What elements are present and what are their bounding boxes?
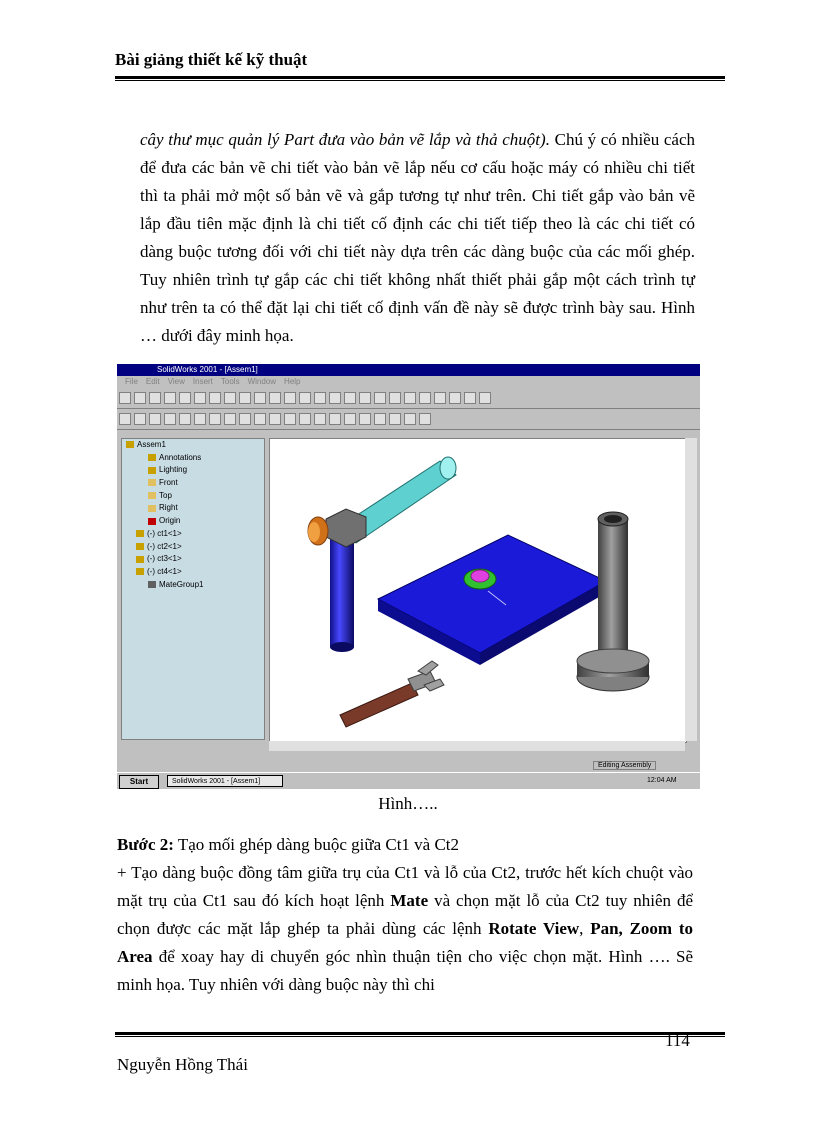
tree-item: (-) ct4<1> [122,566,264,579]
paragraph-italic: cây thư mục quản lý Part đưa vào bản vẽ lắp và thả chuột). [140,130,550,149]
figure-caption: Hình….. [378,794,438,813]
assembly-3d-view [270,439,686,742]
solidworks-screenshot [117,364,700,789]
toolbar-assembly [117,409,700,430]
header-rule-thin [115,80,725,81]
windows-taskbar [117,772,700,789]
tree-item: Front [122,477,264,490]
tree-item: (-) ct2<1> [122,541,264,554]
window-titlebar [117,364,700,376]
body-paragraph [140,126,695,350]
window-title: SolidWorks 2001 - [Assem1] [157,365,258,374]
tree-item: (-) ct3<1> [122,553,264,566]
menu-item[interactable]: Help [284,377,301,386]
step-title-rest: Tạo mối ghép dàng buộc giữa Ct1 và Ct2 [173,835,460,854]
footer-rule [115,1032,725,1035]
step-heading [117,831,693,859]
menu-item[interactable]: Tools [220,377,240,386]
menu-item[interactable]: Insert [192,377,213,386]
viewport-horizontal-scrollbar[interactable] [269,741,685,751]
footer-author: Nguyễn Hồng Thái [117,1055,248,1074]
tree-item: Right [122,502,264,515]
toolbar-standard [117,388,700,409]
tree-item: Lighting [122,464,264,477]
graphics-viewport [269,438,687,743]
tree-item: Top [122,490,264,503]
paragraph-text: Chú ý có nhiều cách để đưa các bản vẽ chi tiết vào bản vẽ lắp nếu cơ cấu hoặc máy có nhiều chi tiết thì ta phải mở một số bản vẽ và gắp tương tự như trên. Chi tiết gắp vào bản vẽ lắp đầu tiên mặc định là chi tiết cố định các chi tiết tiếp theo là các chi tiết có dàng buộc tương đối với chi tiết này dựa trên các dàng buộc của các mối ghép. Tuy nhiên trình tự gắp các chi tiết không nhất thiết phải gắp một cách trình tự như trên ta có thể đặt lại chi tiết cố định vấn đề này sẽ được trình bày sau. Hình … dưới đây minh họa. [140,130,695,345]
page-number: 114 [665,1031,690,1050]
menu-item[interactable]: View [167,377,185,386]
taskbar-clock: 12:04 AM [647,777,677,784]
menu-item[interactable]: Edit [145,377,160,386]
menu-item[interactable]: File [125,377,138,386]
status-text: Editing Assembly [593,761,656,770]
taskbar-app-button[interactable]: SolidWorks 2001 - [Assem1] [167,775,283,787]
feature-manager-tabs [121,740,263,754]
step-title: Bước 2: [117,835,174,854]
tree-item: MateGroup1 [122,579,264,592]
start-button[interactable]: Start [119,775,159,789]
tree-item: (-) ct1<1> [122,528,264,541]
feature-manager-tree [121,438,265,740]
page-header-title: Bài giảng thiết kế kỹ thuật [115,50,308,69]
viewport-vertical-scrollbar[interactable] [685,438,697,741]
tree-item: Origin [122,515,264,528]
step-paragraph: + Tạo dàng buộc đồng tâm giữa trụ của Ct1 và lỗ của Ct2, trước hết kích chuột vào mặt trụ của Ct1 sau đó kích hoạt lệnh Mate và chọn mặt lỗ của Ct2 tuy nhiên để chọn được các mặt lắp ghép ta phải dùng các lệnh Rotate View, Pan, Zoom to Area để xoay hay di chuyển góc nhìn thuận tiện cho việc chọn mặt. Hình …. Sẽ minh họa. Tuy nhiên với dàng buộc này thì chi [117,863,694,994]
status-bar [117,760,700,772]
menu-bar [117,376,700,388]
tree-item: Annotations [122,452,264,465]
step-section [117,831,693,999]
menu-item[interactable]: Window [247,377,277,386]
header-rule [115,76,725,79]
footer-rule-thin [115,1036,725,1037]
tree-root: Assem1 [122,439,264,452]
